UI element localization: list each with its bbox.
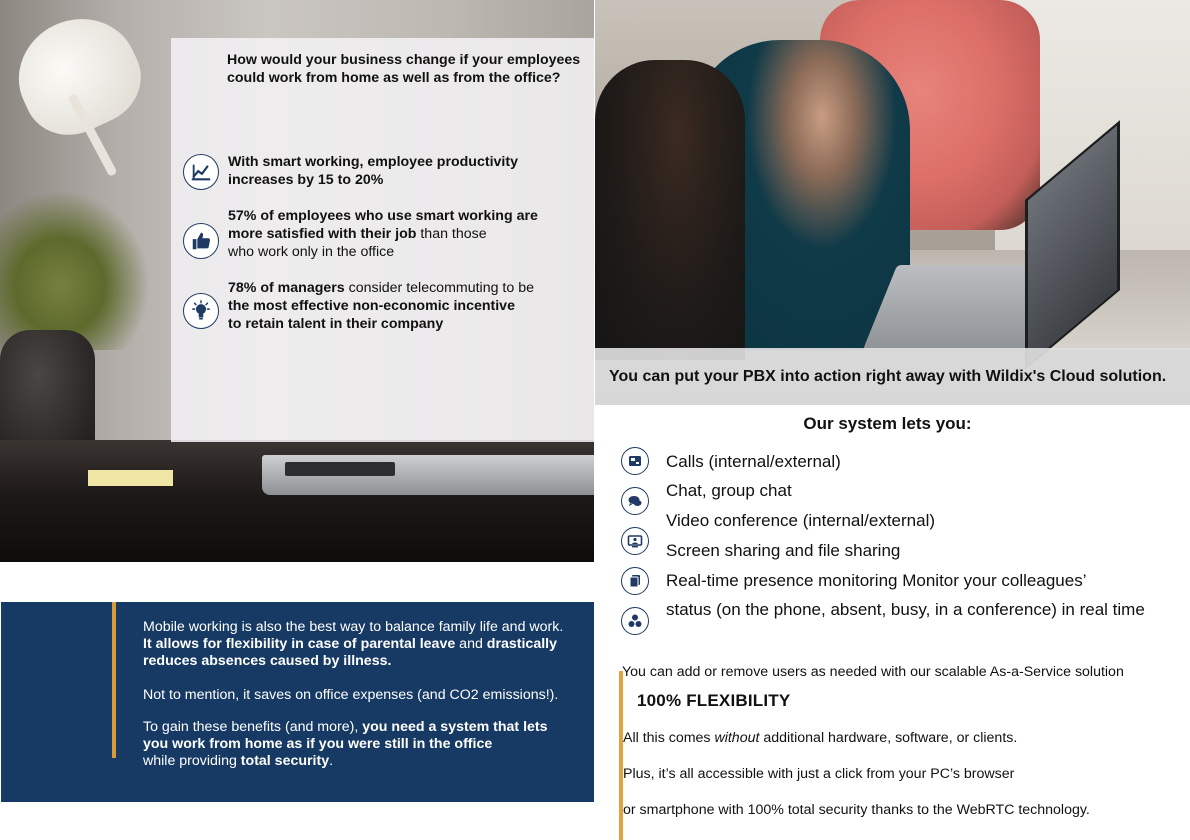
flexibility-line1-start: All this comes	[623, 730, 715, 746]
benefits-p1-bold3: reduces absences caused by illness.	[143, 653, 392, 669]
line-chart-icon	[183, 154, 219, 190]
screen-share-icon	[621, 527, 649, 555]
stat-productivity-line1: With smart working, employee productivity	[228, 154, 518, 170]
stat-managers-line2: the most effective non-economic incentive	[228, 298, 515, 314]
benefits-p3-period: .	[329, 753, 334, 769]
sticky-notes	[88, 470, 173, 486]
stat-productivity	[228, 153, 558, 189]
stat-satisfaction-line3: who work only in the office	[228, 244, 395, 260]
feature-video-conference: Video conference (internal/external)	[666, 511, 936, 530]
benefits-p1-bold2: drastically	[486, 636, 557, 652]
flexibility-line1-end: additional hardware, software, or clients.	[759, 730, 1018, 746]
presence-icon	[621, 607, 649, 635]
flexibility-line-1	[623, 730, 1017, 746]
feature-presence: Real-time presence monitoring Monitor your colleagues’	[666, 571, 1087, 590]
benefits-p3-start: To gain these benefits (and more),	[143, 719, 363, 735]
benefits-p3-end-start: while providing	[143, 753, 241, 769]
feature-calls: Calls (internal/external)	[666, 452, 841, 471]
files-icon	[621, 567, 649, 595]
benefits-paragraph-2: Not to mention, it saves on office expenses (and CO2 emissions!).	[143, 687, 559, 703]
stat-satisfaction-line2-rest: than those	[416, 226, 487, 242]
benefits-p3-bold2: you work from home as if you were still in the office	[143, 736, 493, 752]
cloud-solution-caption: You can put your PBX into action right away with Wildix's Cloud solution.	[609, 368, 1167, 385]
stat-satisfaction-line2: more satisfied with their job	[228, 226, 417, 242]
feature-presence-status: status (on the phone, absent, busy, in a conference) in real time	[666, 600, 1145, 619]
flexibility-line1-italic: without	[714, 730, 760, 746]
stat-managers-line1-rest: consider telecommuting to be	[344, 280, 534, 296]
stat-managers	[228, 279, 558, 333]
stat-satisfaction-line1: 57% of employees who use smart working are	[228, 208, 538, 224]
stat-managers-line1: 78% of managers	[228, 280, 345, 296]
benefits-p1-bold1: It allows for flexibility in case of parental leave	[143, 636, 456, 652]
feature-screen-sharing: Screen sharing and file sharing	[666, 541, 901, 560]
stat-productivity-line2: increases by 15 to 20%	[228, 172, 384, 188]
plant	[0, 190, 150, 350]
benefits-p1-and: and	[455, 636, 487, 652]
thumbs-up-icon	[183, 223, 219, 259]
benefits-accent-bar	[112, 602, 116, 758]
benefits-paragraph-1	[143, 619, 583, 670]
benefits-p3-bold3: total security	[240, 753, 330, 769]
chat-icon	[621, 487, 649, 515]
business-question: How would your business change if your employees could work from home as well as from the office?	[227, 52, 581, 86]
scalable-solution-line: You can add or remove users as needed with our scalable As-a-Service solution	[622, 664, 1124, 680]
features-title: Our system lets you:	[803, 414, 972, 433]
stat-satisfaction	[228, 207, 558, 261]
feature-chat: Chat, group chat	[666, 481, 792, 500]
benefits-p3-bold1: you need a system that lets	[362, 719, 548, 735]
stat-managers-line3: to retain talent in their company	[228, 316, 444, 332]
photo-person-foreground	[595, 60, 745, 360]
flexibility-line-3: or smartphone with 100% total security thanks to the WebRTC technology.	[623, 802, 1090, 818]
benefits-paragraph-3	[143, 719, 583, 770]
benefits-p1-line1: Mobile working is also the best way to balance family life and work.	[143, 619, 564, 635]
flexibility-line-2: Plus, it’s all accessible with just a click from your PC’s browser	[623, 766, 1015, 782]
meeting-photo	[595, 0, 1190, 405]
flexibility-heading: 100% FLEXIBILITY	[637, 691, 791, 710]
laptop-keyboard	[285, 462, 395, 476]
lightbulb-icon	[183, 293, 219, 329]
phone-icon	[621, 447, 649, 475]
